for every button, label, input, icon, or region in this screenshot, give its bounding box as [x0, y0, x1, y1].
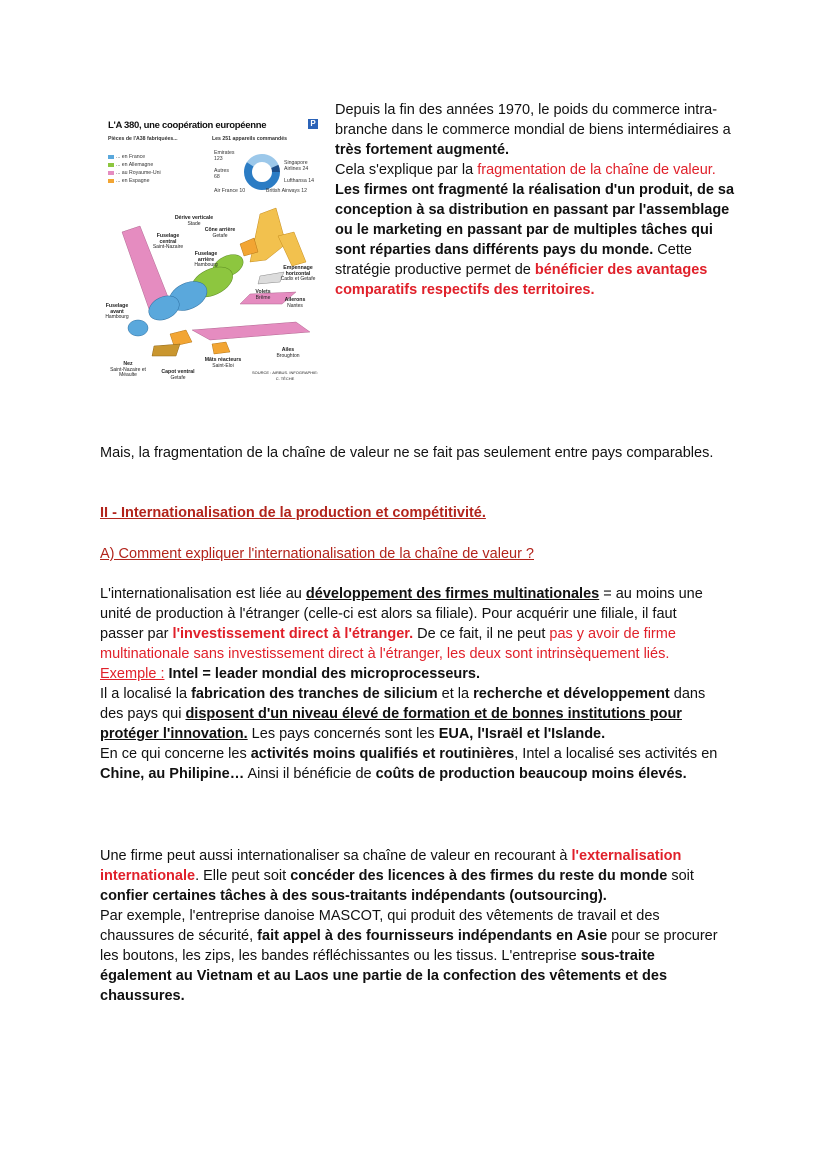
text: . Elle peut soit	[195, 868, 291, 884]
order-label: British Airways	[266, 188, 300, 194]
part-name: Ailerons	[284, 297, 306, 303]
externalisation-paragraph	[100, 846, 720, 1006]
part-cone-arriere	[200, 228, 240, 239]
text: Cette stratégie productive permet de	[335, 242, 692, 278]
text-highlight: bénéficier des avantages comparatifs respectifs des territoires.	[335, 262, 708, 298]
text-bold: activités moins qualifiés et routinières	[250, 746, 515, 762]
legend-label: ... en Allemagne	[116, 162, 154, 168]
part-place: Brême	[255, 294, 271, 301]
orders-heading: Les 251 appareils commandés	[212, 136, 287, 142]
part-place: Hambourg	[194, 262, 218, 269]
legend	[108, 154, 161, 184]
mais-paragraph: Mais, la fragmentation de la chaîne de valeur ne se fait pas seulement entre pays comparables.	[100, 445, 714, 461]
part-name: Ailes	[281, 347, 295, 353]
publisher-logo: P	[308, 119, 318, 129]
order-label: Air France	[214, 188, 238, 194]
legend-label: ... en Espagne	[116, 178, 150, 184]
part-ailerons	[280, 298, 310, 309]
text: soit	[667, 868, 694, 884]
order-airfrance	[214, 188, 245, 194]
text-bold: concéder des licences à des firmes du reste du monde	[290, 868, 668, 884]
part-nez	[106, 362, 150, 379]
part-fuselage-avant	[102, 304, 132, 321]
legend-swatch-germany	[108, 163, 114, 167]
order-label: Autres	[214, 168, 229, 174]
text-highlight: l'investissement direct à l'étranger.	[172, 626, 414, 642]
part-name: Fuselage central	[156, 233, 180, 245]
text-highlight: pas y avoir de firme multinationale sans investissement direct à l'étranger, les deux sont intrinsèquement liés.	[100, 626, 676, 662]
part-empennage	[276, 266, 320, 283]
example-label: Exemple :	[100, 666, 165, 682]
text: En ce qui concerne les	[100, 746, 251, 762]
part-name: Fuselage arrière	[194, 251, 218, 263]
text-bold: développement des firmes multinationales	[305, 586, 600, 602]
text-bold: disposent d'un niveau élevé de formation et de bonnes institutions pour protéger l'innovation.	[100, 706, 682, 742]
text-bold: sous-traite également au Vietnam et au Laos une partie de la confection des vêtements et des chaussures.	[100, 948, 668, 1004]
legend-label: ... au Royaume-Uni	[116, 170, 161, 176]
part-volets	[248, 290, 278, 301]
order-value: 14	[308, 178, 315, 184]
part-fuselage-arriere	[190, 252, 222, 269]
text: De ce fait, il ne peut	[413, 626, 550, 642]
order-label: Emirates	[214, 150, 235, 156]
order-value: 12	[301, 188, 307, 194]
text-bold: Chine, au Philipine…	[100, 766, 245, 782]
order-label: Singapore Airlines	[284, 160, 308, 172]
text-bold: Les firmes ont fragmenté la réalisation d'un produit, de sa conception à sa distribution en passant par l'assemblage ou le marketing en passant par de multiples tâches qui sont réparties dans différents pays du monde.	[335, 182, 735, 258]
part-place: Getafe	[170, 374, 186, 381]
figure-title: L'A 380, une coopération européenne	[108, 120, 267, 131]
part-place: Broughton	[276, 352, 300, 359]
part-name: Mâts réacteurs	[204, 357, 242, 363]
part-place: Cadix et Getafe	[280, 276, 316, 283]
text-bold: coûts de production beaucoup moins élevés.	[375, 766, 687, 782]
part-place: Hambourg	[105, 314, 129, 321]
order-lufthansa	[284, 178, 314, 184]
part-place: Saint-Nazaire	[152, 244, 184, 251]
part-name: Dérive verticale	[174, 215, 214, 221]
legend-heading: Pièces de l'A38 fabriquées...	[108, 136, 178, 142]
text: pour se procurer les boutons, les zips, les bandes réfléchissantes ou les tissus. L'entreprise	[100, 928, 718, 964]
part-name: Cône arrière	[204, 227, 236, 233]
text: L'internationalisation est liée au	[100, 586, 306, 602]
legend-swatch-france	[108, 155, 114, 159]
part-fuselage-central	[148, 234, 188, 251]
order-value: 24	[302, 166, 309, 172]
order-emirates	[214, 150, 234, 162]
part-mats-reacteurs	[200, 358, 246, 369]
part-place: Nantes	[287, 302, 303, 309]
part-ailes	[272, 348, 304, 359]
text: Ainsi il bénéficie de	[244, 766, 376, 782]
subsection-heading: A) Comment expliquer l'internationalisation de la chaîne de valeur ?	[100, 546, 534, 562]
legend-swatch-uk	[108, 171, 114, 175]
text-bold: fabrication des tranches de silicium	[191, 686, 438, 702]
text: , Intel a localisé ses activités en	[514, 746, 718, 762]
part-place: Saint-Nazaire et Méaulte	[110, 366, 146, 379]
part-capot-ventral	[158, 370, 198, 381]
a380-infographic	[100, 108, 324, 384]
text-bold: recherche et développement	[473, 686, 670, 702]
text: Depuis la fin des années 1970, le poids du commerce intra-branche dans le commerce mondial de biens intermédiaires a	[335, 102, 731, 138]
part-name: Empennage horizontal	[283, 265, 313, 277]
text-bold: très fortement augmenté.	[335, 142, 510, 158]
text: Il a localisé la	[100, 686, 192, 702]
figure-source: SOURCE : AIRBUS. INFOGRAPHIE: C. TÊCHE	[251, 370, 318, 381]
part-place: Saint-Eloi	[212, 362, 234, 369]
text-bold: confier certaines tâches à des sous-traitants indépendants (outsourcing).	[100, 888, 607, 904]
orders-donut	[240, 150, 284, 190]
text: et la	[437, 686, 474, 702]
order-value: 68	[214, 174, 220, 180]
part-name: Nez	[123, 361, 133, 367]
internationalisation-paragraph	[100, 584, 720, 784]
text-bold: Intel = leader mondial des microprocesseurs.	[164, 666, 480, 682]
order-british	[266, 188, 307, 194]
part-place: Stade	[187, 220, 201, 227]
text-bold: EUA, l'Israël et l'Islande.	[438, 726, 606, 742]
part-name: Capot ventral	[161, 369, 195, 375]
text-highlight: l'externalisation internationale	[100, 848, 682, 884]
legend-swatch-spain	[108, 179, 114, 183]
order-value: 123	[214, 156, 223, 162]
text: Cela s'explique par la	[335, 162, 478, 178]
part-name: Fuselage avant	[105, 303, 129, 315]
order-label: Lufthansa	[284, 178, 307, 184]
text: = au moins une unité de production à l'étranger (celle-ci est alors sa filiale). Pour acquérir une filiale, il faut passer par	[100, 586, 703, 642]
section-heading: II - Internationalisation de la production et compétitivité.	[100, 505, 486, 521]
text-bold: fait appel à des fournisseurs indépendants en Asie	[257, 928, 608, 944]
intro-paragraph	[335, 100, 735, 300]
part-name: Volets	[255, 289, 271, 295]
part-place: Getafe	[212, 232, 228, 239]
order-singapore	[284, 160, 324, 172]
part-derive-verticale	[168, 216, 220, 227]
text: Par exemple, l'entreprise danoise MASCOT, qui produit des vêtements de travail et des chaussures de sécurité,	[100, 908, 660, 944]
text: Les pays concernés sont les	[247, 726, 439, 742]
text: dans des pays qui	[100, 686, 706, 722]
legend-label: ... en France	[116, 154, 146, 160]
text-highlight: fragmentation de la chaîne de valeur.	[477, 162, 716, 178]
order-value: 10	[239, 188, 246, 194]
order-autres	[214, 168, 229, 180]
text: Une firme peut aussi internationaliser sa chaîne de valeur en recourant à	[100, 848, 572, 864]
